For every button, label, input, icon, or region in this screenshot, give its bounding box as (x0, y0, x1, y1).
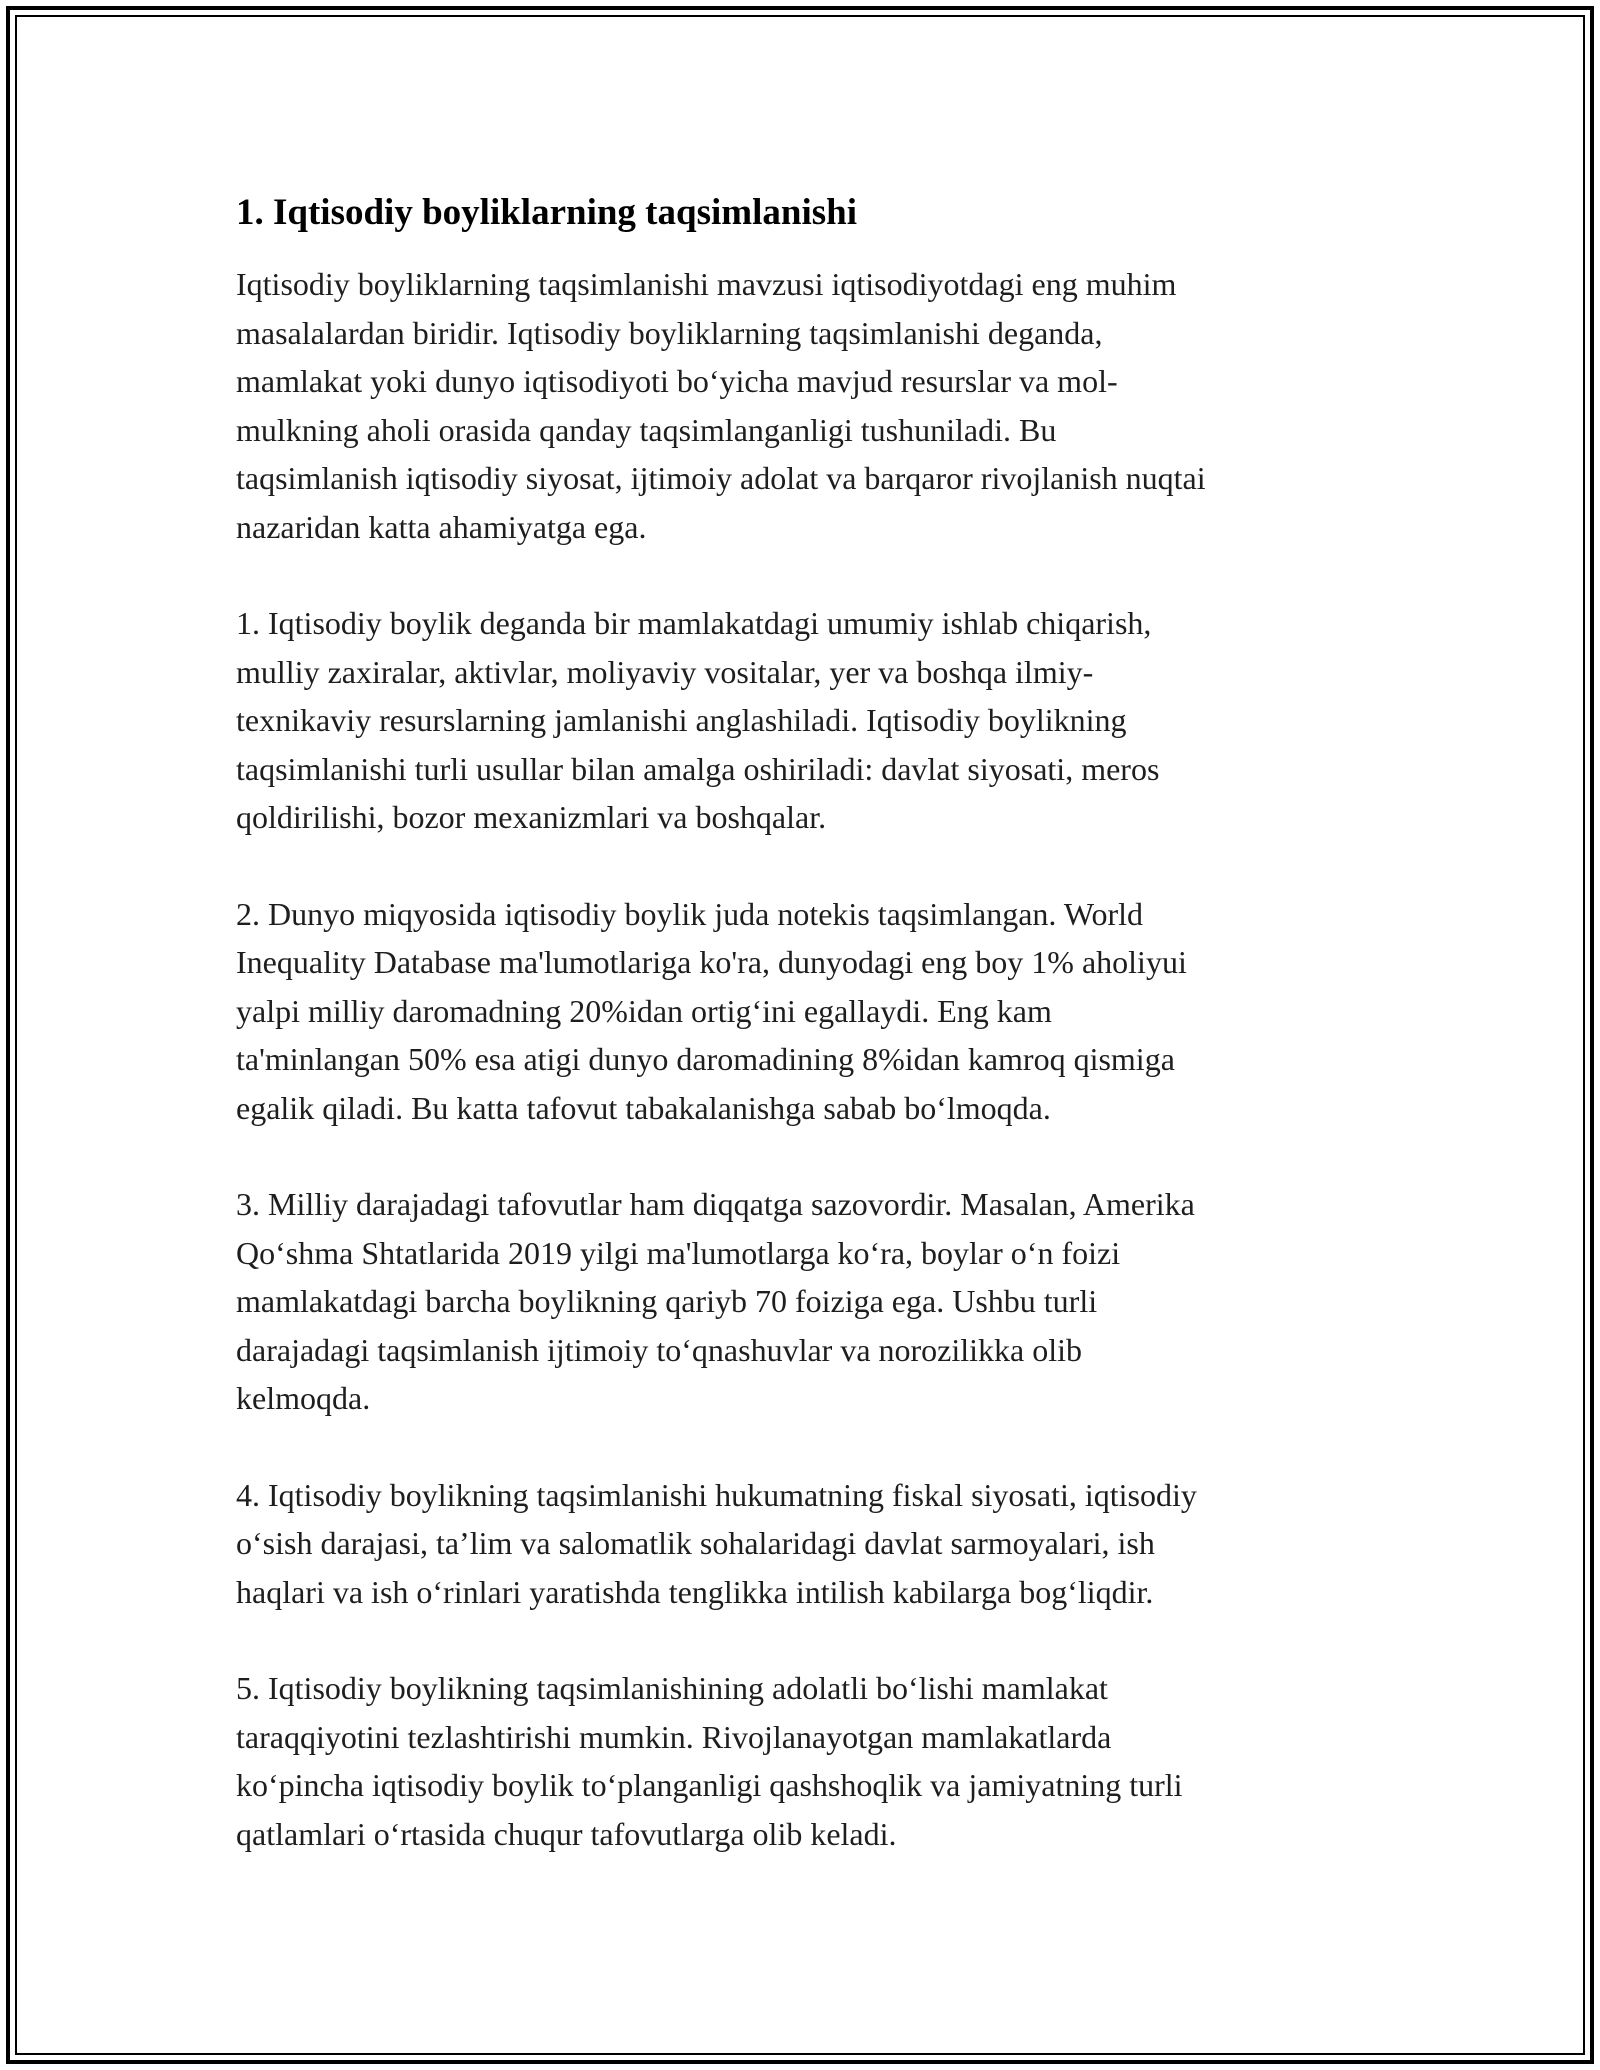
document-body (236, 188, 1366, 1906)
paragraph-point-1: 1. Iqtisodiy boylik deganda bir mamlakatdagi umumiy ishlab chiqarish, mulliy zaxiralar, aktivlar, moliyaviy vositalar, yer va boshqa ilmiy- texnikaviy resurslarning jamlanishi anglashiladi. Iqtisodiy boylikning taqsimlanishi turli usullar bilan amalga oshiriladi: davlat siyosati, meros qoldirilishi, bozor mexanizmlari va boshqalar. (236, 605, 1160, 835)
paragraph-point-5: 5. Iqtisodiy boylikning taqsimlanishining adolatli bo‘lishi mamlakat taraqqiyotini tezlashtirishi mumkin. Rivojlanayotgan mamlakatlarda ko‘pincha iqtisodiy boylik to‘planganligi qashshoqlik va jamiyatning turli qatlamlari o‘rtasida chuqur tafovutlarga olib keladi. (236, 1670, 1183, 1852)
paragraph-point-4: 4. Iqtisodiy boylikning taqsimlanishi hukumatning fiskal siyosati, iqtisodiy o‘sish darajasi, ta’lim va salomatlik sohalaridagi davlat sarmoyalari, ish haqlari va ish o‘rinlari yaratishda tenglikka intilish kabilarga bog‘liqdir. (236, 1476, 1197, 1610)
paragraph-point-2: 2. Dunyo miqyosida iqtisodiy boylik juda notekis taqsimlangan. World Inequality Database ma'lumotlariga ko'ra, dunyodagi eng boy 1% aholiyui yalpi milliy daromadning 20%idan ortig‘ini egallaydi. Eng kam ta'minlangan 50% esa atigi dunyo daromadining 8%idan kamroq qismiga egalik qiladi. Bu katta tafovut tabakalanishga sabab bo‘lmoqda. (236, 895, 1187, 1126)
paragraph-point-3: 3. Milliy darajadagi tafovutlar ham diqqatga sazovordir. Masalan, Amerika Qo‘shma Shtatlarida 2019 yilgi ma'lumotlarga ko‘ra, boylar o‘n foizi mamlakatdagi barcha boylikning qariyb 70 foiziga ega. Ushbu turli darajadagi taqsimlanish ijtimoiy to‘qnashuvlar va norozilikka olib kelmoqda. (236, 1186, 1195, 1416)
section-heading: 1. Iqtisodiy boyliklarning taqsimlanishi (236, 192, 857, 233)
intro-paragraph: Iqtisodiy boyliklarning taqsimlanishi mavzusi iqtisodiyotdagi eng muhim masalalardan biridir. Iqtisodiy boyliklarning taqsimlanishi deganda, mamlakat yoki dunyo iqtisodiyoti bo‘yicha mavjud resurslar va mol- mulkning aholi orasida qanday taqsimlanganligi tushuniladi. Bu taqsimlanish iqtisodiy siyosat, ijtimoiy adolat va barqaror rivojlanish nuqtai nazaridan katta ahamiyatga ega. (236, 266, 1206, 545)
